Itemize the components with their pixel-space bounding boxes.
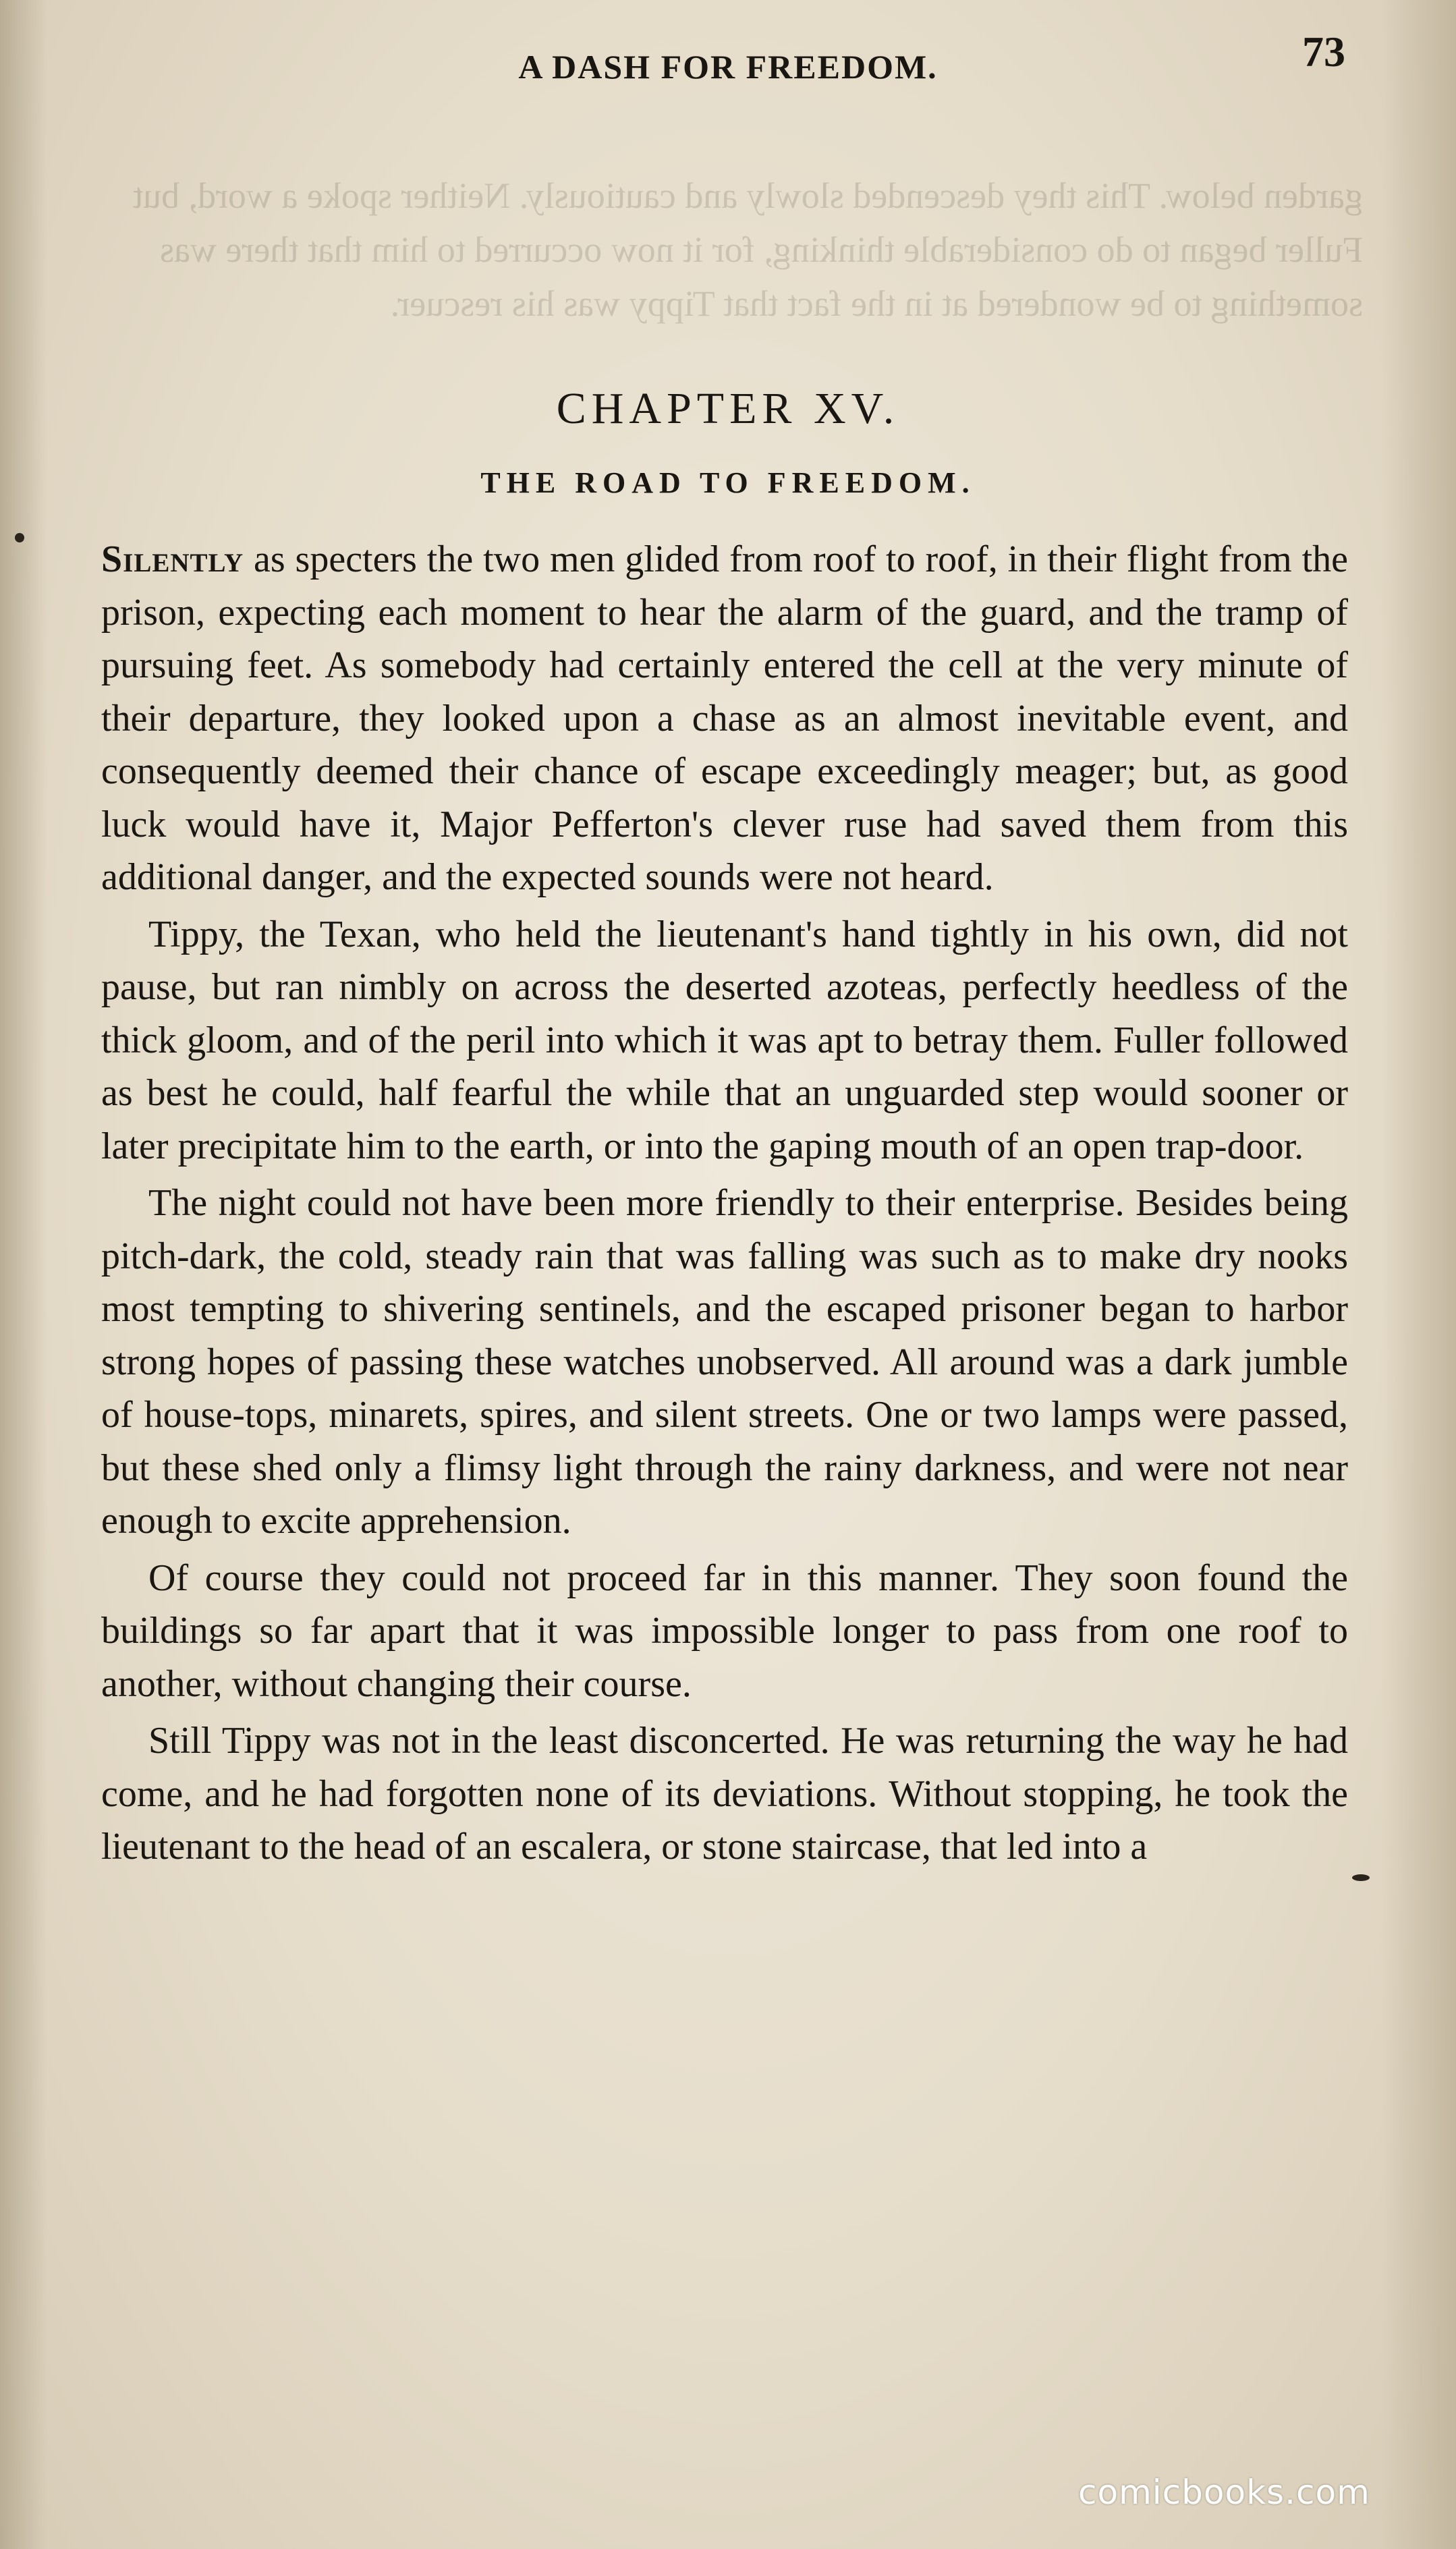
chapter-body (101, 533, 1348, 1878)
paragraph-3 (101, 1177, 1348, 1548)
page-edge-shadow (1382, 0, 1456, 2549)
spine-shadow (0, 0, 47, 2549)
lead-word: Silently (101, 538, 244, 580)
paragraph-2 (101, 908, 1348, 1173)
ink-mark (15, 533, 24, 542)
paragraph-1 (101, 533, 1348, 904)
paragraph-text: as specters the two men glided from roof to roof, in their flight from the prison, expecting each moment to hear the alarm of the guard, and the tramp of pursuing feet. As somebody had certainly entered the cell at the very minute of their departure, they looked upon a chase as an almost inevitable event, and consequently deemed their chance of escape exceedingly meager; but, as good luck would have it, Major Pefferton's clever ruse had saved them from this additional danger, and the expected sounds were not heard. (101, 538, 1348, 898)
ink-mark (1352, 1874, 1370, 1881)
paragraph-text: Still Tippy was not in the least disconcerted. He was returning the way he had come, and he had forgotten none of its deviations. Without stopping, he took the lieutenant to the head of an escalera, or stone staircase, that led into a (101, 1720, 1348, 1868)
bleed-through-text: garden below. This they descended slowly and cautiously. Neither spoke a word, but Fuller began to do considerable thinking, for it now occurred to him that there was something to be wondered at in the fact that Tippy was his rescuer. (132, 175, 1363, 324)
running-head: A DASH FOR FREEDOM. (518, 48, 938, 86)
paragraph-text: The night could not have been more friendly to their enterprise. Besides being pitch-dark, the cold, steady rain that was falling was such as to make dry nooks most tempting to shivering sentinels, and the escaped prisoner began to harbor strong hopes of passing these watches unobserved. All around was a dark jumble of house-tops, minarets, spires, and silent streets. One or two lamps were passed, but these shed only a flimsy light through the rainy darkness, and were not near enough to excite apprehension. (101, 1182, 1348, 1542)
paragraph-4 (101, 1552, 1348, 1711)
paragraph-text: Of course they could not proceed far in this manner. They soon found the buildings so far apart that it was impossible longer to pass from one roof to another, without changing their course. (101, 1557, 1348, 1705)
chapter-subtitle: THE ROAD TO FREEDOM. (480, 466, 976, 499)
watermark-logo: comicbooks.com (1078, 2473, 1370, 2512)
page-number: 73 (1302, 28, 1345, 76)
chapter-title: CHAPTER XV. (556, 384, 900, 433)
paragraph-5 (101, 1714, 1348, 1874)
paragraph-text: Tippy, the Texan, who held the lieutenant's hand tightly in his own, did not pause, but ran nimbly on across the deserted azoteas, perfectly heedless of the thick gloom, and of the peril into which it was apt to betray them. Fuller followed as best he could, half fearful the while that an unguarded step would sooner or later precipitate him to the earth, or into the gaping mouth of an open trap-door. (101, 913, 1348, 1167)
